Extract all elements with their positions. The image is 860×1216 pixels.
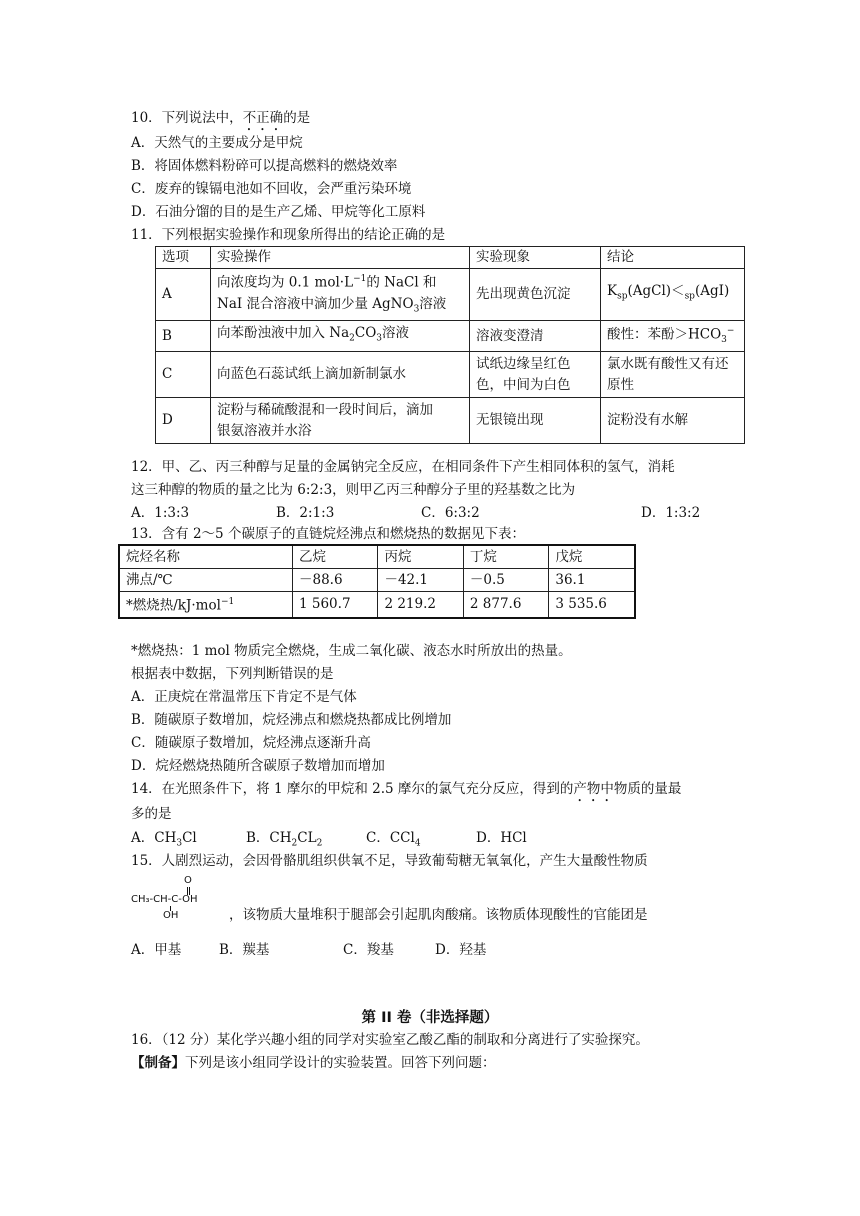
table-cell: 氯水既有酸性又有还 原性 [601,352,745,398]
q10-emphasis: 不正确 [242,110,284,126]
q14-option-d: D．HCl [476,830,527,846]
q11-stem: 11．下列根据实验操作和现象所得出的结论正确的是 [131,227,446,243]
q15-stem: 15．人剧烈运动，会因骨骼肌组织供氧不足，导致葡萄糖无氧氧化，产生大量酸性物质 [131,853,648,869]
q16-line1: 16．（12 分）某化学兴趣小组的同学对实验室乙酸乙酯的制取和分离进行了实验探究。 [131,1032,649,1048]
table-header: 选项 [156,247,211,269]
q12-option-d: D．1:3:2 [641,505,701,521]
q14-option-c: C．CCl$_4$ [366,830,421,849]
lactic-acid-structure [131,875,221,919]
table-cell: 向苯酚浊液中加入 $Na_2CO_3$溶液 [211,321,470,352]
table-header: 戊烷 [549,545,635,569]
table-cell: 36.1 [549,569,635,592]
q10-option-a: A．天然气的主要成分是甲烷 [131,135,303,151]
q13-note: *燃烧热：1 mol 物质完全燃烧，生成二氧化碳、液态水时所放出的热量。 [131,643,572,659]
table-cell: －42.1 [378,569,463,592]
q15-option-c: C．羧基 [343,942,394,958]
table-header: 实验现象 [470,247,601,269]
table-header-row [119,545,635,569]
table-cell: 溶液变澄清 [470,321,601,352]
q15-option-d: D．羟基 [435,942,487,958]
q12-option-c: C．6:3:2 [421,505,480,521]
q16-line2: 【制备】下列是该小组同学设计的实验装置。回答下列问题： [131,1055,496,1071]
table-cell: 2 219.2 [378,592,463,618]
table-row [156,398,745,444]
table-cell: 1 560.7 [293,592,378,618]
q12-option-a: A．1:3:3 [131,505,190,521]
q13-option-a: A．正庚烷在常温常压下肯定不是气体 [131,689,357,705]
q15-stem-line2: ，该物质大量堆积于腿部会引起肌肉酸痛。该物质体现酸性的官能团是 [229,907,648,923]
q14-emphasis: 产物中 [573,781,614,797]
q14-options [131,828,527,854]
table-header: 烷烃名称 [119,545,293,569]
table-header: 结论 [601,247,745,269]
q15-option-a: A．甲基 [131,942,182,958]
table-header-row [156,247,745,269]
q13-stem: 13．含有 2～5 个碳原子的直链烷烃沸点和燃烧热的数据见下表： [131,526,525,542]
table-cell: 淀粉没有水解 [601,398,745,444]
q10-option-b: B．将固体燃料粉碎可以提高燃料的燃烧效率 [131,158,398,174]
table-cell: 沸点/℃ [119,569,293,592]
table-cell: C [156,352,211,398]
table-cell: A [156,269,211,321]
q13-option-b: B．随碳原子数增加，烷烃沸点和燃烧热都成比例增加 [131,712,452,728]
table-cell: 酸性：苯酚$>HCO_3^-$ [601,321,745,352]
q12-options [131,503,700,523]
q13-option-d: D．烷烃燃烧热随所含碳原子数增加而增加 [131,758,385,774]
q10-option-c: C．废弃的镍镉电池如不回收，会严重污染环境 [131,181,412,197]
table-cell: 2 877.6 [463,592,548,618]
table-cell: 试纸边缘呈红色 色，中间为白色 [470,352,601,398]
table-row [119,569,635,592]
q10-stem: 10．下列说法中，不正确的是 [131,110,311,126]
table-header: 丙烷 [378,545,463,569]
q15-options [131,940,486,960]
q13-prompt: 根据表中数据，下列判断错误的是 [131,666,334,682]
table-row [156,269,745,321]
table-cell: 无银镜出现 [470,398,601,444]
q13-option-c: C．随碳原子数增加，烷烃沸点逐渐升高 [131,735,371,751]
q14-stem-line2: 多的是 [131,806,172,822]
q14-stem-line1: 14．在光照条件下，将 1 摩尔的甲烷和 2.5 摩尔的氯气充分反应，得到的产物中物质的量最 [131,781,682,797]
q15-option-b: B．羰基 [219,942,270,958]
table-row [119,592,635,618]
table-cell: D [156,398,211,444]
table-header: 乙烷 [293,545,378,569]
table-header: 实验操作 [211,247,470,269]
q16-bracket-label: 【制备】 [131,1055,185,1071]
hydroxyl-group: OH [163,910,179,921]
table-cell: 向蓝色石蕊试纸上滴加新制氯水 [211,352,470,398]
q12-stem-line1: 12．甲、乙、丙三种醇与足量的金属钠完全反应，在相同条件下产生相同体积的氢气，消耗 [131,459,675,475]
table-cell: *燃烧热/kJ·mol$^{-1}$ [119,592,293,618]
table-cell: 淀粉与稀硫酸混和一段时间后，滴加 银氨溶液并水浴 [211,398,470,444]
molecule-main-chain: CH₃-CH-C-OH [131,894,198,905]
table-cell: $K_{sp}(AgCl)<_{sp}(AgI)$ [601,269,745,321]
q12-option-b: B．2:1:3 [276,505,335,521]
table-cell: －88.6 [293,569,378,592]
table-row [156,321,745,352]
table-cell: 先出现黄色沉淀 [470,269,601,321]
section-title: 第 II 卷（非选择题） [361,1010,499,1026]
table-cell: －0.5 [463,569,548,592]
q14-option-b: B．$CH_2CL_2$ [246,830,323,849]
carbonyl-oxygen: O [184,875,192,886]
q12-stem-line2: 这三种醇的物质的量之比为 6:2:3，则甲乙丙三种醇分子里的羟基数之比为 [131,482,576,498]
table-row [156,352,745,398]
q10-option-d: D．石油分馏的目的是生产乙烯、甲烷等化工原料 [131,204,426,220]
table-cell: B [156,321,211,352]
table-cell: 3 535.6 [549,592,635,618]
table-header: 丁烷 [463,545,548,569]
q13-table [118,544,636,619]
q11-table [155,246,745,444]
q14-option-a: A．$CH_3Cl$ [131,830,197,849]
table-cell: 向浓度均为 0.1 $mol\cdot L^{-1}$的 NaCl 和 NaI 混合溶液中滴加少量 AgNO$_3$溶液 [211,269,470,321]
